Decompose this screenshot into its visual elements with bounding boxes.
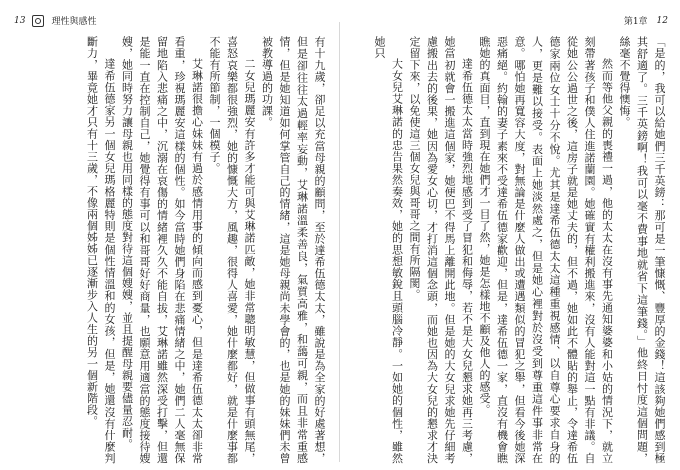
publisher-logo-icon	[32, 15, 44, 27]
right-page-number: 12	[656, 15, 668, 26]
right-page-header	[624, 14, 668, 27]
paragraph: 二女兒瑪麗安有許多才能可與艾琳諾匹敵，她非常聰明敏慧，但做事有頭無尾，喜怒哀樂都很強烈，她的慷慨大方，風趣，很得人喜愛，她什麼都好，就是什麼事都不能有所節制，一個模子。	[208, 36, 256, 464]
paragraph: 達希伍德太太當時強烈地感到受了冒犯和侮辱，若不是大女兒懇求她再三考慮，她當初就會一搬進這個家，她便巴不得馬上離開此地。但是她的大女兒求她先仔細考慮搬出去的後果，她因為愛女心切，才打消這個念頭，而她也因為大女兒的懇求才決定留下來，以免使這三個女兒與哥哥之間有所隔閡。	[408, 36, 474, 464]
left-page-number: 13	[14, 15, 26, 26]
paragraph: 艾琳諾很擔心妹妹有過於感情用事的傾向而感到憂心，但是達希伍德太太卻非常看重，珍視瑪麗安這樣的個性。如今當時她們身陷在悲痛情緒之中，她們二人毫無保留地陷入悲痛之中，沉溺在哀傷的情緒裡久久不能自拔，艾琳諾雖然深受打擊，但還是能一直在控制自己，她覺得有事可以和哥哥好好商量，也願意用適當的態度接待嫂嫂，她同時努力讓母親也用同樣的態度對待這個嫂嫂，並且提醒母親要儘量忍耐。	[120, 36, 204, 464]
chapter-label: 第1章	[623, 17, 648, 27]
left-page-header	[14, 14, 96, 27]
page-gutter	[339, 22, 340, 462]
left-page-text	[16, 36, 328, 464]
paragraph: 大女兒艾琳諾的忠告果然奏效，她的思想敏銳且頭腦冷靜。一如她的個性，雖然她只	[373, 36, 404, 464]
paragraph: 達希伍德家另一個女兒瑪格麗特則是個性情溫和的女孩，但是，她還沒有什麼判斷力，畢竟她才只有十三歲，不像兩個姊姊已逐漸步入人生的另一個新階段。	[85, 36, 116, 464]
left-page-body	[16, 36, 328, 464]
right-page-text	[352, 36, 668, 464]
paragraph: 然而等他父親的喪禮一過，他的太太在沒有事先通知婆婆和小姑的情況下，就立刻帶著孩子和僕人住進諾蘭園。她確實有權利搬進來，沒有人能對這一點有非議。自從她公公過世之後，這房子就是她丈夫的，但不過，她如此不體貼的舉止，令達希伍德家兩位女士十分不悅。尤其是達希伍德太太這種重視感情、以自尊心要求自身的人，更是難以接受。表面上她淡然處之，但是她心裡對於沒受到尊重這件事非常在意。哪怕她再寬容大度，對無論是什麼人做出或遭遇類似的冒犯之舉，但看今後她深惡痛絕。約翰的妻子素來不受達希伍德家歡迎，但是，達希伍德一家，直沒有機會瞧瞧她的真面目，直到現在她們才一目了然，她是怎樣地不顧及他人的感受。	[478, 36, 614, 464]
running-title: 理性與感性	[51, 17, 97, 27]
paragraph: 有十九歲，卻足以充當母親的顧問，至於達希伍德太太，雖說是為全家的好處著想，但是卻往往太過輕率妄動，艾琳諾溫柔善良，氣質高雅，和藹可親，而且非常重感情，但是她知道如何掌管自己的情緒，這是她母親尚未學會的，也是她的妹妹們未曾被教導過的功課。	[260, 36, 326, 464]
paragraph: 「是的，我可以給她們三千英鎊：那可是一筆慷慨、豐厚的金錢！這該夠她們感到極其舒適了。三千英鎊啊！我可以毫不費事地就省下這筆錢。」他終日忖度這個問題，絲毫不覺得懊悔。	[618, 36, 666, 464]
right-page-body	[352, 36, 668, 464]
